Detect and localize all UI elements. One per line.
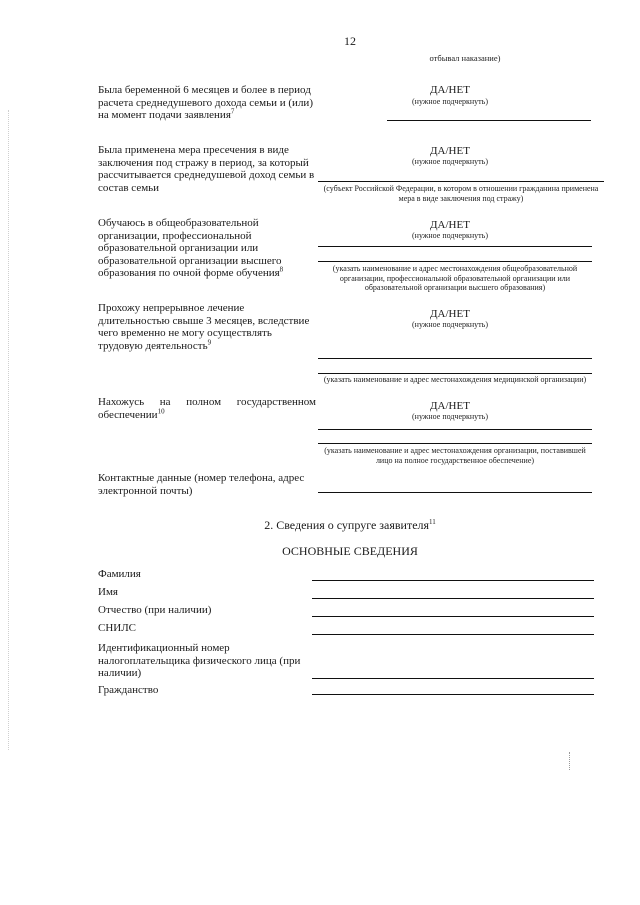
footnote-10: 10 bbox=[157, 406, 165, 415]
footnote-11: 11 bbox=[429, 518, 436, 526]
hint-state-care-org: (указать наименование и адрес местонахождения организации, поставившей лицо на полное государственное обеспечение) bbox=[324, 446, 586, 465]
label-snils: СНИЛС bbox=[98, 622, 137, 634]
line-citizenship[interactable] bbox=[312, 694, 594, 695]
label-patronymic: Отчество (при наличии) bbox=[98, 604, 212, 616]
line-state-care-1[interactable] bbox=[318, 429, 592, 430]
line-pregnant[interactable] bbox=[387, 120, 591, 121]
line-study-1[interactable] bbox=[318, 246, 592, 247]
section-title: 2. Сведения о супруге заявителя$^{11}$ bbox=[264, 518, 436, 532]
footnote-8: 8 bbox=[279, 265, 284, 274]
margin-mark bbox=[569, 752, 570, 770]
label-name: Имя bbox=[98, 586, 118, 598]
line-treatment-2[interactable] bbox=[318, 373, 592, 374]
label-state-care: Нахожусь на полном государственном обеспечении$^{10}$ bbox=[98, 396, 316, 421]
line-custody[interactable] bbox=[318, 181, 604, 182]
line-inn[interactable] bbox=[312, 678, 594, 679]
label-contacts: Контактные данные (номер телефона, адрес электронной почты) bbox=[98, 472, 305, 497]
yes-no-treatment[interactable]: ДА/НЕТ bbox=[430, 308, 470, 320]
label-pregnant: Была беременной 6 месяцев и более в период расчета среднедушевого дохода семьи и (или) на момент подачи заявления$^7$ bbox=[98, 84, 313, 122]
yes-no-state-care[interactable]: ДА/НЕТ bbox=[430, 400, 470, 412]
label-treatment: Прохожу непрерывное лечение длительностью свыше 3 месяцев, вследствие чего временно не могу осуществлять трудовую деятельность$^9$ bbox=[98, 302, 310, 352]
hint-study: (нужное подчеркнуть) bbox=[412, 231, 488, 240]
hint-pregnant: (нужное подчеркнуть) bbox=[412, 97, 488, 106]
carry-over-text: отбывал наказание) bbox=[429, 53, 501, 63]
label-surname: Фамилия bbox=[98, 568, 141, 580]
hint-treatment-org: (указать наименование и адрес местонахождения медицинской организации) bbox=[323, 375, 587, 384]
line-contacts[interactable] bbox=[318, 492, 592, 493]
yes-no-custody[interactable]: ДА/НЕТ bbox=[430, 145, 470, 157]
footnote-9: 9 bbox=[207, 338, 212, 347]
label-study: Обучаюсь в общеобразовательной организации, профессиональной образовательной организации или образовательной организации высшего образования по очной форме обучения$^8$ bbox=[98, 217, 284, 280]
line-name[interactable] bbox=[312, 598, 594, 599]
hint-state-care: (нужное подчеркнуть) bbox=[412, 412, 488, 421]
footnote-7: 7 bbox=[230, 107, 235, 116]
line-treatment-1[interactable] bbox=[318, 358, 592, 359]
label-custody: Была применена мера пресечения в виде заключения под стражу в период, за который рассчитывается среднедушевой доход семьи в состав семьи bbox=[98, 144, 315, 194]
page-number: 12 bbox=[344, 34, 356, 48]
section-subtitle: ОСНОВНЫЕ СВЕДЕНИЯ bbox=[282, 544, 418, 558]
hint-treatment: (нужное подчеркнуть) bbox=[412, 320, 488, 329]
line-snils[interactable] bbox=[312, 634, 594, 635]
margin-dotted-line bbox=[8, 110, 9, 750]
hint-custody: (нужное подчеркнуть) bbox=[412, 157, 488, 166]
hint-custody-subject: (субъект Российской Федерации, в котором в отношении гражданина применена мера в виде заключения под стражу) bbox=[323, 184, 599, 203]
line-patronymic[interactable] bbox=[312, 616, 594, 617]
label-citizenship: Гражданство bbox=[98, 684, 159, 696]
line-state-care-2[interactable] bbox=[318, 443, 592, 444]
yes-no-study[interactable]: ДА/НЕТ bbox=[430, 219, 470, 231]
yes-no-pregnant[interactable]: ДА/НЕТ bbox=[430, 84, 470, 96]
line-surname[interactable] bbox=[312, 580, 594, 581]
label-inn: Идентификационный номер налогоплательщика физического лица (при наличии) bbox=[98, 642, 301, 680]
hint-study-org: (указать наименование и адрес местонахождения общеобразовательной организации, профессиональной образовательной организации или образовательной организации высшего образования) bbox=[332, 264, 578, 293]
line-study-2[interactable] bbox=[318, 261, 592, 262]
